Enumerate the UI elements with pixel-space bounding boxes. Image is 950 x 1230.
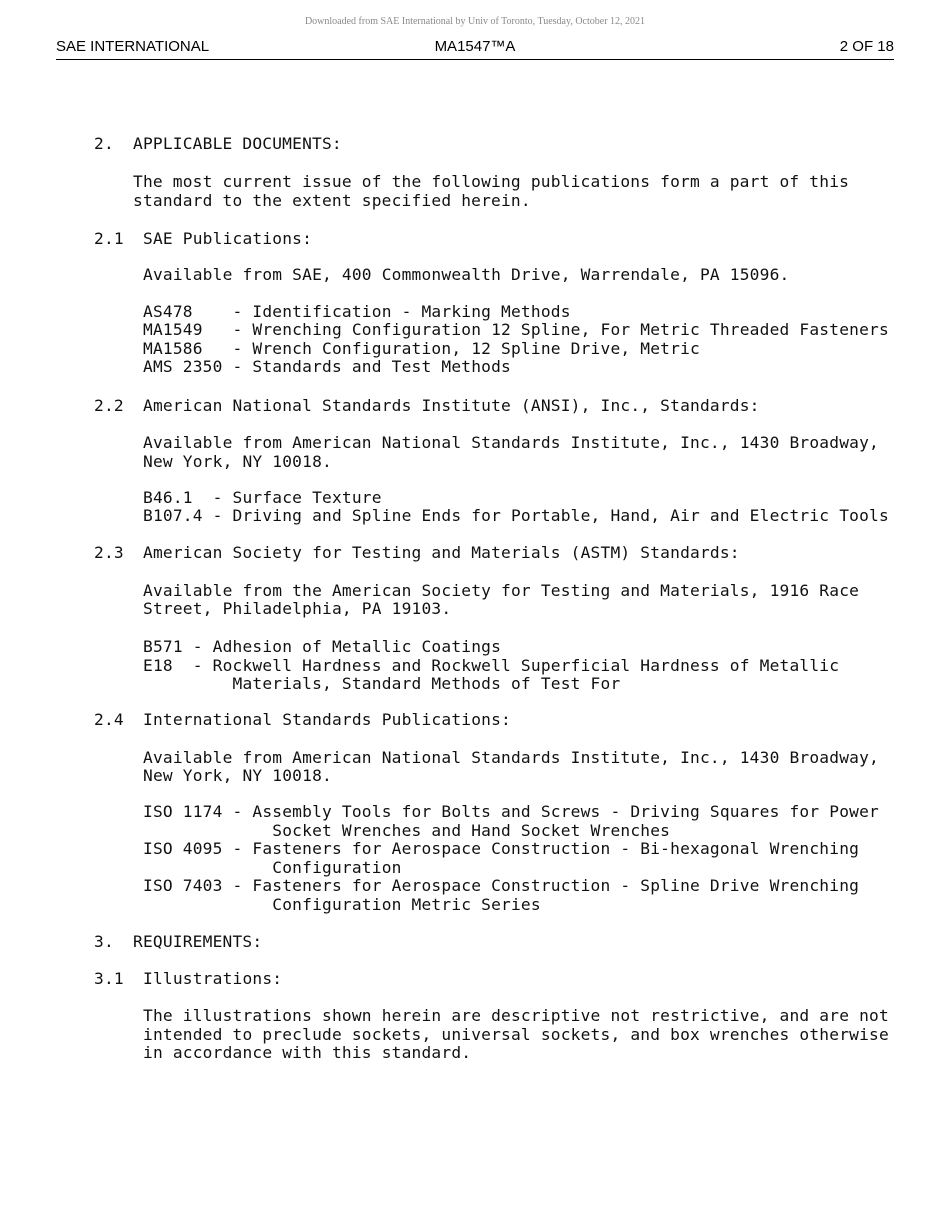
reference-item: ISO 7403 - Fasteners for Aerospace Construction - Spline Drive Wrenching [143,876,860,895]
paragraph-line: Available from the American Society for Testing and Materials, 1916 Race [143,581,860,600]
paragraph-line: intended to preclude sockets, universal sockets, and box wrenches otherwise [143,1025,889,1044]
header-organization: SAE INTERNATIONAL [56,38,210,55]
section-number: 2.3 [94,543,124,562]
reference-item: MA1586 - Wrench Configuration, 12 Spline Drive, Metric [143,339,700,358]
paragraph-line: Available from American National Standards Institute, Inc., 1430 Broadway, [143,748,879,767]
reference-item: AMS 2350 - Standards and Test Methods [143,357,511,376]
paragraph-line: in accordance with this standard. [143,1043,472,1062]
paragraph-line: Available from SAE, 400 Commonwealth Drive, Warrendale, PA 15096. [143,265,790,284]
section-heading: Illustrations: [143,969,283,988]
reference-item-continuation: Socket Wrenches and Hand Socket Wrenches [143,821,671,840]
header-document-number: MA1547™A [434,38,516,55]
header-page-number: 2 OF 18 [839,38,894,55]
reference-item: B107.4 - Driving and Spline Ends for Portable, Hand, Air and Electric Tools [143,506,889,525]
paragraph-line: Available from American National Standards Institute, Inc., 1430 Broadway, [143,433,879,452]
reference-item: MA1549 - Wrenching Configuration 12 Spline, For Metric Threaded Fasteners [143,320,889,339]
paragraph-line: New York, NY 10018. [143,452,332,471]
section-heading: American National Standards Institute (ANSI), Inc., Standards: [143,396,760,415]
header-rule [56,59,894,60]
reference-item: ISO 4095 - Fasteners for Aerospace Construction - Bi-hexagonal Wrenching [143,839,860,858]
paragraph-line: The most current issue of the following publications form a part of this [133,172,850,191]
reference-item: B571 - Adhesion of Metallic Coatings [143,637,502,656]
paragraph-line: The illustrations shown herein are descriptive not restrictive, and are not [143,1006,889,1025]
section-number: 2. [94,134,114,153]
section-heading: APPLICABLE DOCUMENTS: [133,134,342,153]
section-number: 3. [94,932,114,951]
reference-item: E18 - Rockwell Hardness and Rockwell Superficial Hardness of Metallic [143,656,840,675]
section-number: 2.1 [94,229,124,248]
paragraph-line: Street, Philadelphia, PA 19103. [143,599,452,618]
paragraph-line: standard to the extent specified herein. [133,191,531,210]
section-number: 2.2 [94,396,124,415]
paragraph-line: New York, NY 10018. [143,766,332,785]
section-number: 2.4 [94,710,124,729]
section-heading: SAE Publications: [143,229,313,248]
section-heading: REQUIREMENTS: [133,932,263,951]
reference-item-continuation: Configuration Metric Series [143,895,541,914]
reference-item: ISO 1174 - Assembly Tools for Bolts and Screws - Driving Squares for Power [143,802,879,821]
section-heading: International Standards Publications: [143,710,511,729]
reference-item: AS478 - Identification - Marking Methods [143,302,571,321]
reference-item-continuation: Materials, Standard Methods of Test For [143,674,621,693]
section-heading: American Society for Testing and Materials (ASTM) Standards: [143,543,740,562]
section-number: 3.1 [94,969,124,988]
reference-item: B46.1 - Surface Texture [143,488,382,507]
download-watermark: Downloaded from SAE International by Univ of Toronto, Tuesday, October 12, 2021 [304,16,646,27]
reference-item-continuation: Configuration [143,858,402,877]
